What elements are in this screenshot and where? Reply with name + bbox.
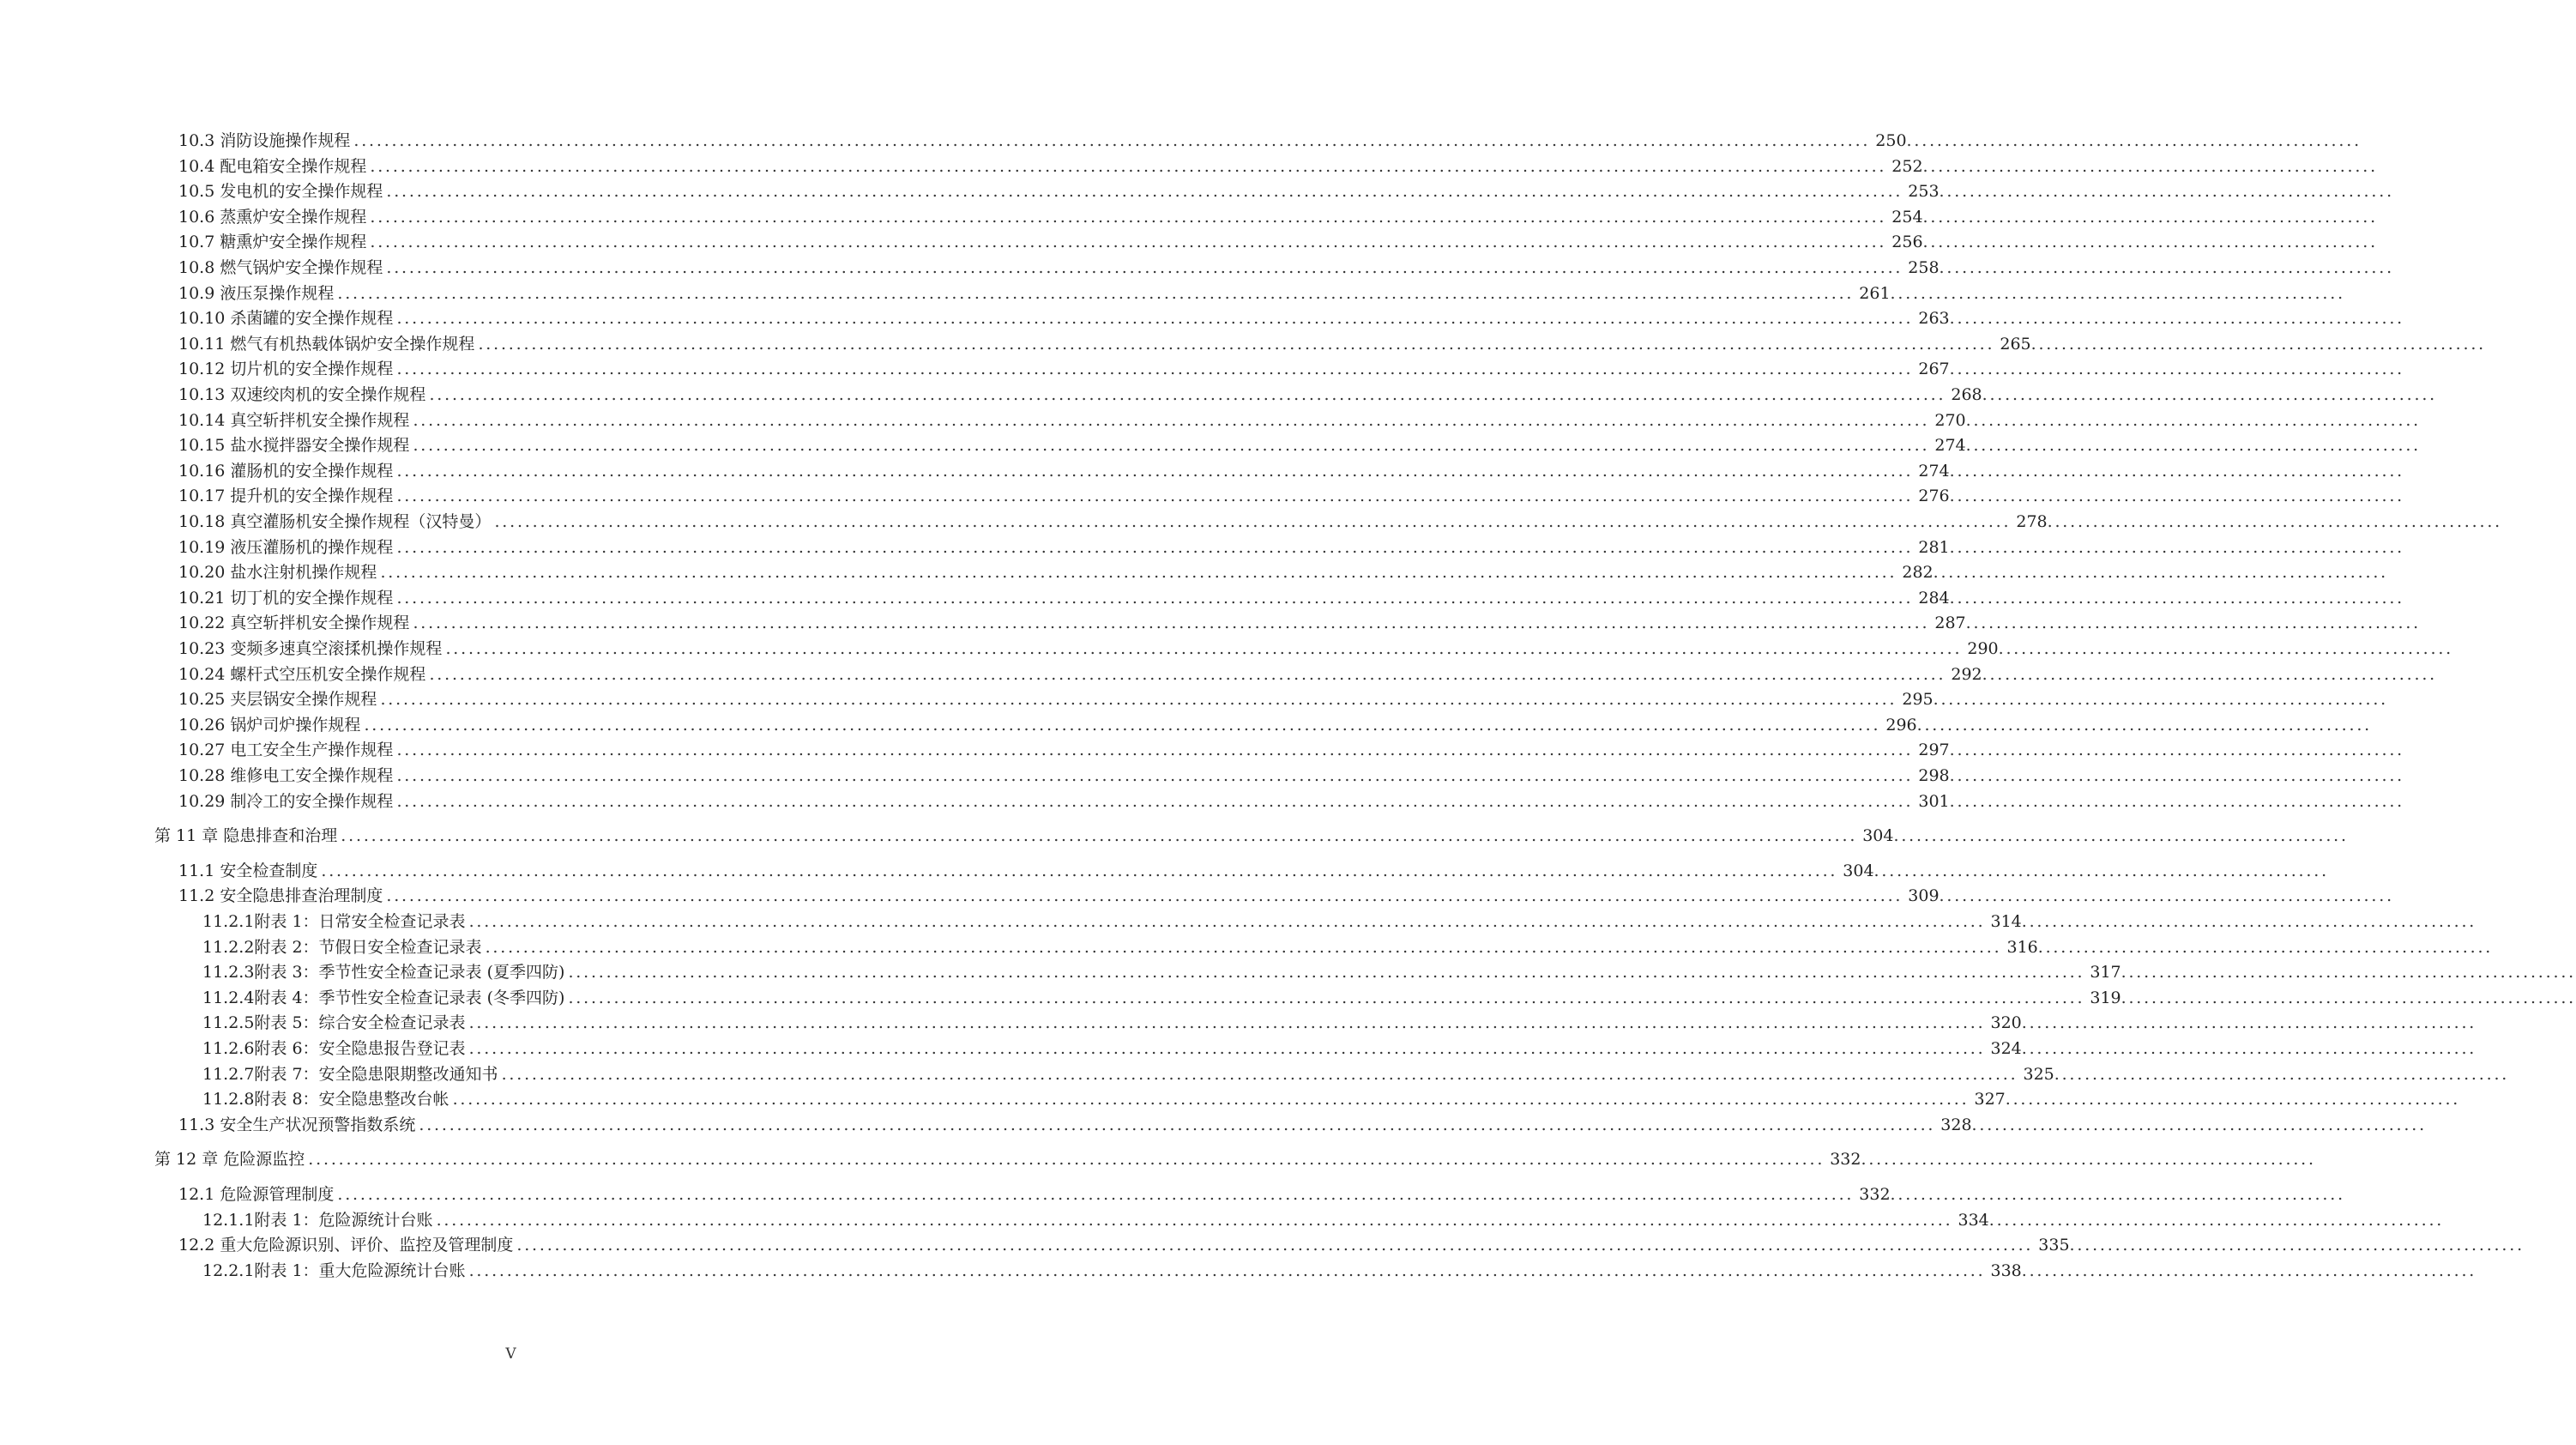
toc-entry[interactable] bbox=[178, 637, 2453, 661]
toc-dot-leader-tail: ............................................................ bbox=[1949, 741, 2404, 760]
toc-dot-leader-tail: ............................................................ bbox=[1965, 614, 2421, 633]
toc-page-number: 250 bbox=[1875, 131, 1907, 150]
toc-dot-leader: ........................................................................................................................................................................................................ bbox=[396, 537, 1914, 557]
toc-dot-leader: ........................................................................................................................................................................................................ bbox=[485, 937, 2002, 957]
toc-dot-leader-tail: ............................................................ bbox=[1949, 487, 2404, 506]
toc-dot-leader-tail: ............................................................ bbox=[1861, 1150, 2316, 1170]
toc-page-number: 258 bbox=[1908, 258, 1940, 277]
toc-entry[interactable] bbox=[178, 1182, 2345, 1206]
toc-dot-leader-tail: ............................................................ bbox=[1949, 791, 2404, 811]
toc-entry-title: 10.24 螺杆式空压机安全操作规程 bbox=[178, 664, 426, 684]
toc-entry-title: 11.2.1附表 1：日常安全检查记录表 bbox=[202, 912, 466, 931]
toc-dot-leader: ........................................................................................................................................................................................................ bbox=[396, 487, 1914, 506]
toc-dot-leader-tail: ............................................................ bbox=[1933, 563, 2388, 583]
toc-entry[interactable] bbox=[178, 484, 2404, 508]
toc-page-number: 316 bbox=[2006, 937, 2038, 957]
toc-entry[interactable] bbox=[202, 986, 2576, 1010]
toc-dot-leader: ........................................................................................................................................................................................................ bbox=[452, 1090, 1970, 1109]
toc-dot-leader: ........................................................................................................................................................................................................ bbox=[364, 715, 1881, 735]
toc-entry[interactable] bbox=[178, 510, 2502, 534]
toc-entry-title: 10.25 夹层锅安全操作规程 bbox=[178, 690, 377, 710]
toc-entry-title: 第 12 章 危险源监控 bbox=[154, 1150, 305, 1170]
toc-entry-title: 第 11 章 隐患排查和治理 bbox=[154, 826, 338, 846]
toc-dot-leader-tail: ............................................................ bbox=[2037, 937, 2494, 957]
toc-page-number: 301 bbox=[1918, 791, 1950, 811]
toc-page-number: 304 bbox=[1843, 861, 1874, 880]
toc-entry-title: 10.17 提升机的安全操作规程 bbox=[178, 487, 394, 506]
toc-page-number: 256 bbox=[1891, 233, 1923, 252]
toc-dot-leader-tail: ............................................................ bbox=[1949, 461, 2404, 481]
toc-page-number: 338 bbox=[1990, 1261, 2022, 1280]
toc-entry[interactable] bbox=[178, 738, 2404, 762]
toc-chapter-entry[interactable] bbox=[154, 1147, 2316, 1171]
toc-entry[interactable] bbox=[178, 884, 2394, 908]
toc-entry-title: 10.14 真空斩拌机安全操作规程 bbox=[178, 410, 410, 430]
toc-dot-leader: ........................................................................................................................................................................................................ bbox=[396, 791, 1914, 811]
toc-entry[interactable] bbox=[178, 789, 2404, 813]
toc-dot-leader: ........................................................................................................................................................................................................ bbox=[396, 766, 1914, 785]
toc-entry-title: 10.12 切片机的安全操作规程 bbox=[178, 360, 394, 379]
toc-dot-leader-tail: ............................................................ bbox=[1916, 715, 2372, 735]
toc-entry-title: 10.23 变频多速真空滚揉机操作规程 bbox=[178, 639, 443, 658]
toc-page-number: 265 bbox=[2000, 334, 2031, 354]
toc-dot-leader: ........................................................................................................................................................................................................ bbox=[516, 1236, 2034, 1255]
toc-page-number: 309 bbox=[1908, 886, 1940, 906]
toc-entry[interactable] bbox=[202, 1037, 2477, 1061]
toc-entry-title: 10.20 盐水注射机操作规程 bbox=[178, 563, 377, 583]
toc-entry-title: 11.3 安全生产状况预警指数系统 bbox=[178, 1115, 416, 1134]
toc-dot-leader: ........................................................................................................................................................................................................ bbox=[436, 1210, 1953, 1230]
toc-page-number: 332 bbox=[1859, 1185, 1891, 1204]
toc-page-number: 335 bbox=[2038, 1236, 2070, 1255]
toc-page-number: 281 bbox=[1918, 537, 1950, 557]
toc-entry-title: 10.13 双速绞肉机的安全操作规程 bbox=[178, 385, 426, 404]
toc-entry[interactable] bbox=[178, 154, 2378, 178]
toc-page-number: 319 bbox=[2090, 988, 2121, 1007]
toc-page-number: 263 bbox=[1918, 309, 1950, 329]
toc-entry-title: 10.8 燃气锅炉安全操作规程 bbox=[178, 258, 383, 277]
toc-dot-leader-tail: ............................................................ bbox=[1893, 826, 2349, 846]
toc-dot-leader: ........................................................................................................................................................................................................ bbox=[308, 1150, 1825, 1170]
toc-dot-leader: ........................................................................................................................................................................................................ bbox=[468, 1013, 1986, 1033]
toc-entry-title: 11.1 安全检查制度 bbox=[178, 861, 318, 880]
toc-page-number: 274 bbox=[1918, 461, 1950, 481]
toc-dot-leader: ........................................................................................................................................................................................................ bbox=[353, 131, 1871, 150]
toc-entry[interactable] bbox=[178, 1233, 2525, 1257]
toc-dot-leader: ........................................................................................................................................................................................................ bbox=[396, 360, 1914, 379]
toc-dot-leader: ........................................................................................................................................................................................................ bbox=[370, 233, 1887, 252]
toc-entry-title: 10.21 切丁机的安全操作规程 bbox=[178, 588, 394, 608]
toc-page-number: 314 bbox=[1990, 912, 2022, 931]
toc-page-number: 274 bbox=[1934, 436, 1966, 456]
toc-entry-title: 12.1 危险源管理制度 bbox=[178, 1185, 335, 1204]
toc-dot-leader-tail: ............................................................ bbox=[1949, 309, 2404, 329]
toc-dot-leader-tail: ............................................................ bbox=[2021, 912, 2477, 931]
toc-entry-title: 10.19 液压灌肠机的操作规程 bbox=[178, 537, 394, 557]
toc-page-number: 297 bbox=[1918, 741, 1950, 760]
toc-dot-leader: ........................................................................................................................................................................................................ bbox=[568, 963, 2085, 982]
toc-dot-leader-tail: ............................................................ bbox=[1939, 886, 2394, 906]
toc-dot-leader: ........................................................................................................................................................................................................ bbox=[468, 1039, 1986, 1058]
toc-dot-leader-tail: ............................................................ bbox=[2021, 1013, 2477, 1033]
toc-entry[interactable] bbox=[202, 1062, 2510, 1086]
toc-dot-leader: ........................................................................................................................................................................................................ bbox=[341, 826, 1858, 846]
toc-dot-leader-tail: ............................................................ bbox=[2121, 988, 2576, 1007]
toc-entry-title: 11.2.3附表 3：季节性安全检查记录表 (夏季四防) bbox=[202, 963, 565, 982]
toc-entry[interactable] bbox=[178, 611, 2421, 635]
toc-entry[interactable] bbox=[202, 1208, 2445, 1232]
toc-page-number: 253 bbox=[1908, 182, 1940, 202]
toc-entry[interactable] bbox=[202, 1087, 2461, 1111]
toc-entry[interactable] bbox=[178, 281, 2345, 305]
toc-dot-leader: ........................................................................................................................................................................................................ bbox=[396, 588, 1914, 608]
toc-entry[interactable] bbox=[178, 586, 2404, 610]
toc-dot-leader: ........................................................................................................................................................................................................ bbox=[370, 156, 1887, 176]
toc-dot-leader-tail: ............................................................ bbox=[1998, 639, 2453, 658]
toc-page-number: 290 bbox=[1967, 639, 1999, 658]
toc-entry[interactable] bbox=[178, 535, 2404, 559]
toc-entry[interactable] bbox=[178, 433, 2421, 457]
toc-entry-title: 10.7 糖熏炉安全操作规程 bbox=[178, 233, 367, 252]
toc-page-number: 287 bbox=[1934, 614, 1966, 633]
toc-page-number: 295 bbox=[1902, 690, 1934, 710]
toc-entry-title: 10.16 灌肠机的安全操作规程 bbox=[178, 461, 394, 481]
toc-page-number: 270 bbox=[1934, 410, 1966, 430]
toc-entry[interactable] bbox=[202, 1259, 2477, 1283]
toc-page-number: 292 bbox=[1951, 664, 1982, 684]
toc-dot-leader: ........................................................................................................................................................................................................ bbox=[445, 639, 1963, 658]
toc-dot-leader-tail: ............................................................ bbox=[1965, 410, 2421, 430]
toc-chapter-entry[interactable] bbox=[154, 824, 2349, 848]
toc-entry-title: 10.18 真空灌肠机安全操作规程（汉特曼） bbox=[178, 512, 492, 531]
toc-dot-leader-tail: ............................................................ bbox=[2047, 512, 2502, 531]
toc-entry-title: 11.2.7附表 7：安全隐患限期整改通知书 bbox=[202, 1064, 498, 1084]
toc-dot-leader: ........................................................................................................................................................................................................ bbox=[429, 385, 1946, 404]
toc-dot-leader: ........................................................................................................................................................................................................ bbox=[468, 1261, 1986, 1280]
toc-entry[interactable] bbox=[202, 910, 2477, 934]
toc-entry-title: 10.4 配电箱安全操作规程 bbox=[178, 156, 367, 176]
toc-dot-leader: ........................................................................................................................................................................................................ bbox=[370, 207, 1887, 227]
toc-dot-leader: ........................................................................................................................................................................................................ bbox=[396, 741, 1914, 760]
toc-dot-leader: ........................................................................................................................................................................................................ bbox=[501, 1064, 2018, 1084]
toc-dot-leader-tail: ............................................................ bbox=[1971, 1115, 2427, 1134]
toc-entry[interactable] bbox=[178, 230, 2378, 254]
toc-page-number: 332 bbox=[1830, 1150, 1861, 1170]
toc-page-number: 328 bbox=[1940, 1115, 1972, 1134]
toc-entry[interactable] bbox=[202, 960, 2576, 984]
toc-dot-leader: ........................................................................................................................................................................................................ bbox=[380, 563, 1897, 583]
toc-entry[interactable] bbox=[178, 383, 2437, 407]
toc-entry-title: 10.26 锅炉司炉操作规程 bbox=[178, 715, 361, 735]
toc-entry[interactable] bbox=[178, 306, 2404, 330]
page-number: V bbox=[505, 1345, 516, 1363]
toc-entry-title: 10.28 维修电工安全操作规程 bbox=[178, 766, 394, 785]
toc-page-number: 296 bbox=[1885, 715, 1917, 735]
toc-dot-leader-tail: ............................................................ bbox=[2054, 1064, 2510, 1084]
toc-dot-leader: ........................................................................................................................................................................................................ bbox=[468, 912, 1986, 931]
toc-entry-title: 10.3 消防设施操作规程 bbox=[178, 131, 351, 150]
toc-dot-leader-tail: ............................................................ bbox=[2030, 334, 2486, 354]
toc-dot-leader-tail: ............................................................ bbox=[1933, 690, 2388, 710]
toc-dot-leader-tail: ............................................................ bbox=[1906, 131, 2362, 150]
toc-dot-leader: ........................................................................................................................................................................................................ bbox=[321, 861, 1838, 880]
toc-entry[interactable] bbox=[202, 1011, 2477, 1035]
toc-dot-leader: ........................................................................................................................................................................................................ bbox=[337, 283, 1855, 303]
toc-dot-leader: ........................................................................................................................................................................................................ bbox=[386, 258, 1903, 277]
toc-dot-leader: ........................................................................................................................................................................................................ bbox=[478, 334, 1995, 354]
toc-page-number: 254 bbox=[1891, 207, 1923, 227]
toc-entry[interactable] bbox=[178, 764, 2404, 788]
toc-entry-title: 11.2.2附表 2：节假日安全检查记录表 bbox=[202, 937, 482, 957]
toc-dot-leader-tail: ............................................................ bbox=[2021, 1261, 2477, 1280]
toc-entry-title: 11.2.8附表 8：安全隐患整改台帐 bbox=[202, 1090, 449, 1109]
toc-entry[interactable] bbox=[178, 357, 2404, 381]
toc-entry-title: 12.2.1附表 1：重大危险源统计台账 bbox=[202, 1261, 466, 1280]
toc-dot-leader-tail: ............................................................ bbox=[1949, 537, 2404, 557]
toc-entry[interactable] bbox=[202, 935, 2494, 959]
toc-entry-title: 11.2.5附表 5：综合安全检查记录表 bbox=[202, 1013, 466, 1033]
toc-page-number: 276 bbox=[1918, 487, 1950, 506]
toc-entry[interactable] bbox=[178, 129, 2362, 153]
toc-entry-title: 10.6 蒸熏炉安全操作规程 bbox=[178, 207, 367, 227]
toc-entry[interactable] bbox=[178, 560, 2388, 584]
toc-dot-leader-tail: ............................................................ bbox=[1949, 360, 2404, 379]
toc-page-number: 284 bbox=[1918, 588, 1950, 608]
toc-page-number: 282 bbox=[1902, 563, 1934, 583]
toc-entry[interactable] bbox=[178, 859, 2329, 883]
toc-page-number: 298 bbox=[1918, 766, 1950, 785]
toc-page-number: 252 bbox=[1891, 156, 1923, 176]
toc-dot-leader-tail: ............................................................ bbox=[1890, 283, 2345, 303]
toc-dot-leader: ........................................................................................................................................................................................................ bbox=[413, 614, 1930, 633]
toc-dot-leader-tail: ............................................................ bbox=[2005, 1090, 2461, 1109]
toc-dot-leader-tail: ............................................................ bbox=[2021, 1039, 2477, 1058]
toc-entry-title: 10.11 燃气有机热载体锅炉安全操作规程 bbox=[178, 334, 475, 354]
toc-entry-title: 12.1.1附表 1：危险源统计台账 bbox=[202, 1210, 433, 1230]
toc-entry[interactable] bbox=[178, 256, 2394, 280]
toc-page-number: 320 bbox=[1990, 1013, 2022, 1033]
toc-page-number: 324 bbox=[1990, 1039, 2022, 1058]
toc-dot-leader: ........................................................................................................................................................................................................ bbox=[413, 410, 1930, 430]
toc-dot-leader-tail: ............................................................ bbox=[1922, 207, 2378, 227]
toc-page-number: 334 bbox=[1958, 1210, 1989, 1230]
toc-dot-leader-tail: ............................................................ bbox=[1949, 588, 2404, 608]
toc-entry-title: 11.2.4附表 4：季节性安全检查记录表 (冬季四防) bbox=[202, 988, 565, 1007]
toc-entry[interactable] bbox=[178, 205, 2378, 229]
toc-page-number: 317 bbox=[2090, 963, 2121, 982]
toc-entry-title: 10.22 真空斩拌机安全操作规程 bbox=[178, 614, 410, 633]
toc-dot-leader-tail: ............................................................ bbox=[1890, 1185, 2345, 1204]
toc-dot-leader-tail: ............................................................ bbox=[1949, 766, 2404, 785]
toc-dot-leader: ........................................................................................................................................................................................................ bbox=[429, 664, 1946, 684]
toc-dot-leader-tail: ............................................................ bbox=[1873, 861, 2329, 880]
toc-page-number: 268 bbox=[1951, 385, 1982, 404]
toc-dot-leader: ........................................................................................................................................................................................................ bbox=[396, 309, 1914, 329]
toc-dot-leader: ........................................................................................................................................................................................................ bbox=[413, 436, 1930, 456]
toc-dot-leader-tail: ............................................................ bbox=[1922, 233, 2378, 252]
toc-entry-title: 10.9 液压泵操作规程 bbox=[178, 283, 335, 303]
toc-dot-leader-tail: ............................................................ bbox=[1965, 436, 2421, 456]
toc-dot-leader-tail: ............................................................ bbox=[2069, 1236, 2525, 1255]
toc-dot-leader: ........................................................................................................................................................................................................ bbox=[494, 512, 2012, 531]
toc-dot-leader-tail: ............................................................ bbox=[1982, 664, 2437, 684]
toc-dot-leader-tail: ............................................................ bbox=[1988, 1210, 2445, 1230]
toc-entry-title: 10.27 电工安全生产操作规程 bbox=[178, 741, 394, 760]
toc-page-number: 267 bbox=[1918, 360, 1950, 379]
toc-page-number: 261 bbox=[1859, 283, 1891, 303]
toc-entry-title: 10.10 杀菌罐的安全操作规程 bbox=[178, 309, 394, 329]
toc-page-number: 325 bbox=[2023, 1064, 2054, 1084]
toc-entry-title: 10.5 发电机的安全操作规程 bbox=[178, 182, 383, 202]
toc-dot-leader-tail: ............................................................ bbox=[1922, 156, 2378, 176]
toc-entry[interactable] bbox=[178, 408, 2421, 432]
toc-entry[interactable] bbox=[178, 713, 2372, 737]
toc-dot-leader-tail: ............................................................ bbox=[1939, 258, 2394, 277]
toc-dot-leader: ........................................................................................................................................................................................................ bbox=[380, 690, 1897, 710]
toc-dot-leader-tail: ............................................................ bbox=[1982, 385, 2437, 404]
toc-entry[interactable] bbox=[178, 687, 2388, 711]
toc-entry-title: 12.2 重大危险源识别、评价、监控及管理制度 bbox=[178, 1236, 514, 1255]
toc-dot-leader: ........................................................................................................................................................................................................ bbox=[396, 461, 1914, 481]
toc-entry-title: 11.2.6附表 6：安全隐患报告登记表 bbox=[202, 1039, 466, 1058]
toc-dot-leader: ........................................................................................................................................................................................................ bbox=[568, 988, 2085, 1007]
toc-page-number: 304 bbox=[1862, 826, 1894, 846]
toc-entry[interactable] bbox=[178, 332, 2486, 356]
toc-entry-title: 11.2 安全隐患排查治理制度 bbox=[178, 886, 383, 906]
toc-entry-title: 10.29 制冷工的安全操作规程 bbox=[178, 791, 394, 811]
toc-page-number: 327 bbox=[1974, 1090, 2006, 1109]
toc-dot-leader: ........................................................................................................................................................................................................ bbox=[337, 1185, 1855, 1204]
toc-entry[interactable] bbox=[178, 1113, 2427, 1137]
toc-entry[interactable] bbox=[178, 179, 2394, 203]
toc-dot-leader-tail: ............................................................ bbox=[2121, 963, 2576, 982]
toc-entry-title: 10.15 盐水搅拌器安全操作规程 bbox=[178, 436, 410, 456]
toc-dot-leader-tail: ............................................................ bbox=[1939, 182, 2394, 202]
toc-page-number: 278 bbox=[2016, 512, 2048, 531]
toc-entry[interactable] bbox=[178, 662, 2437, 686]
toc-dot-leader: ........................................................................................................................................................................................................ bbox=[419, 1115, 1936, 1134]
toc-dot-leader: ........................................................................................................................................................................................................ bbox=[386, 886, 1903, 906]
toc-dot-leader: ........................................................................................................................................................................................................ bbox=[386, 182, 1903, 202]
toc-entry[interactable] bbox=[178, 459, 2404, 483]
